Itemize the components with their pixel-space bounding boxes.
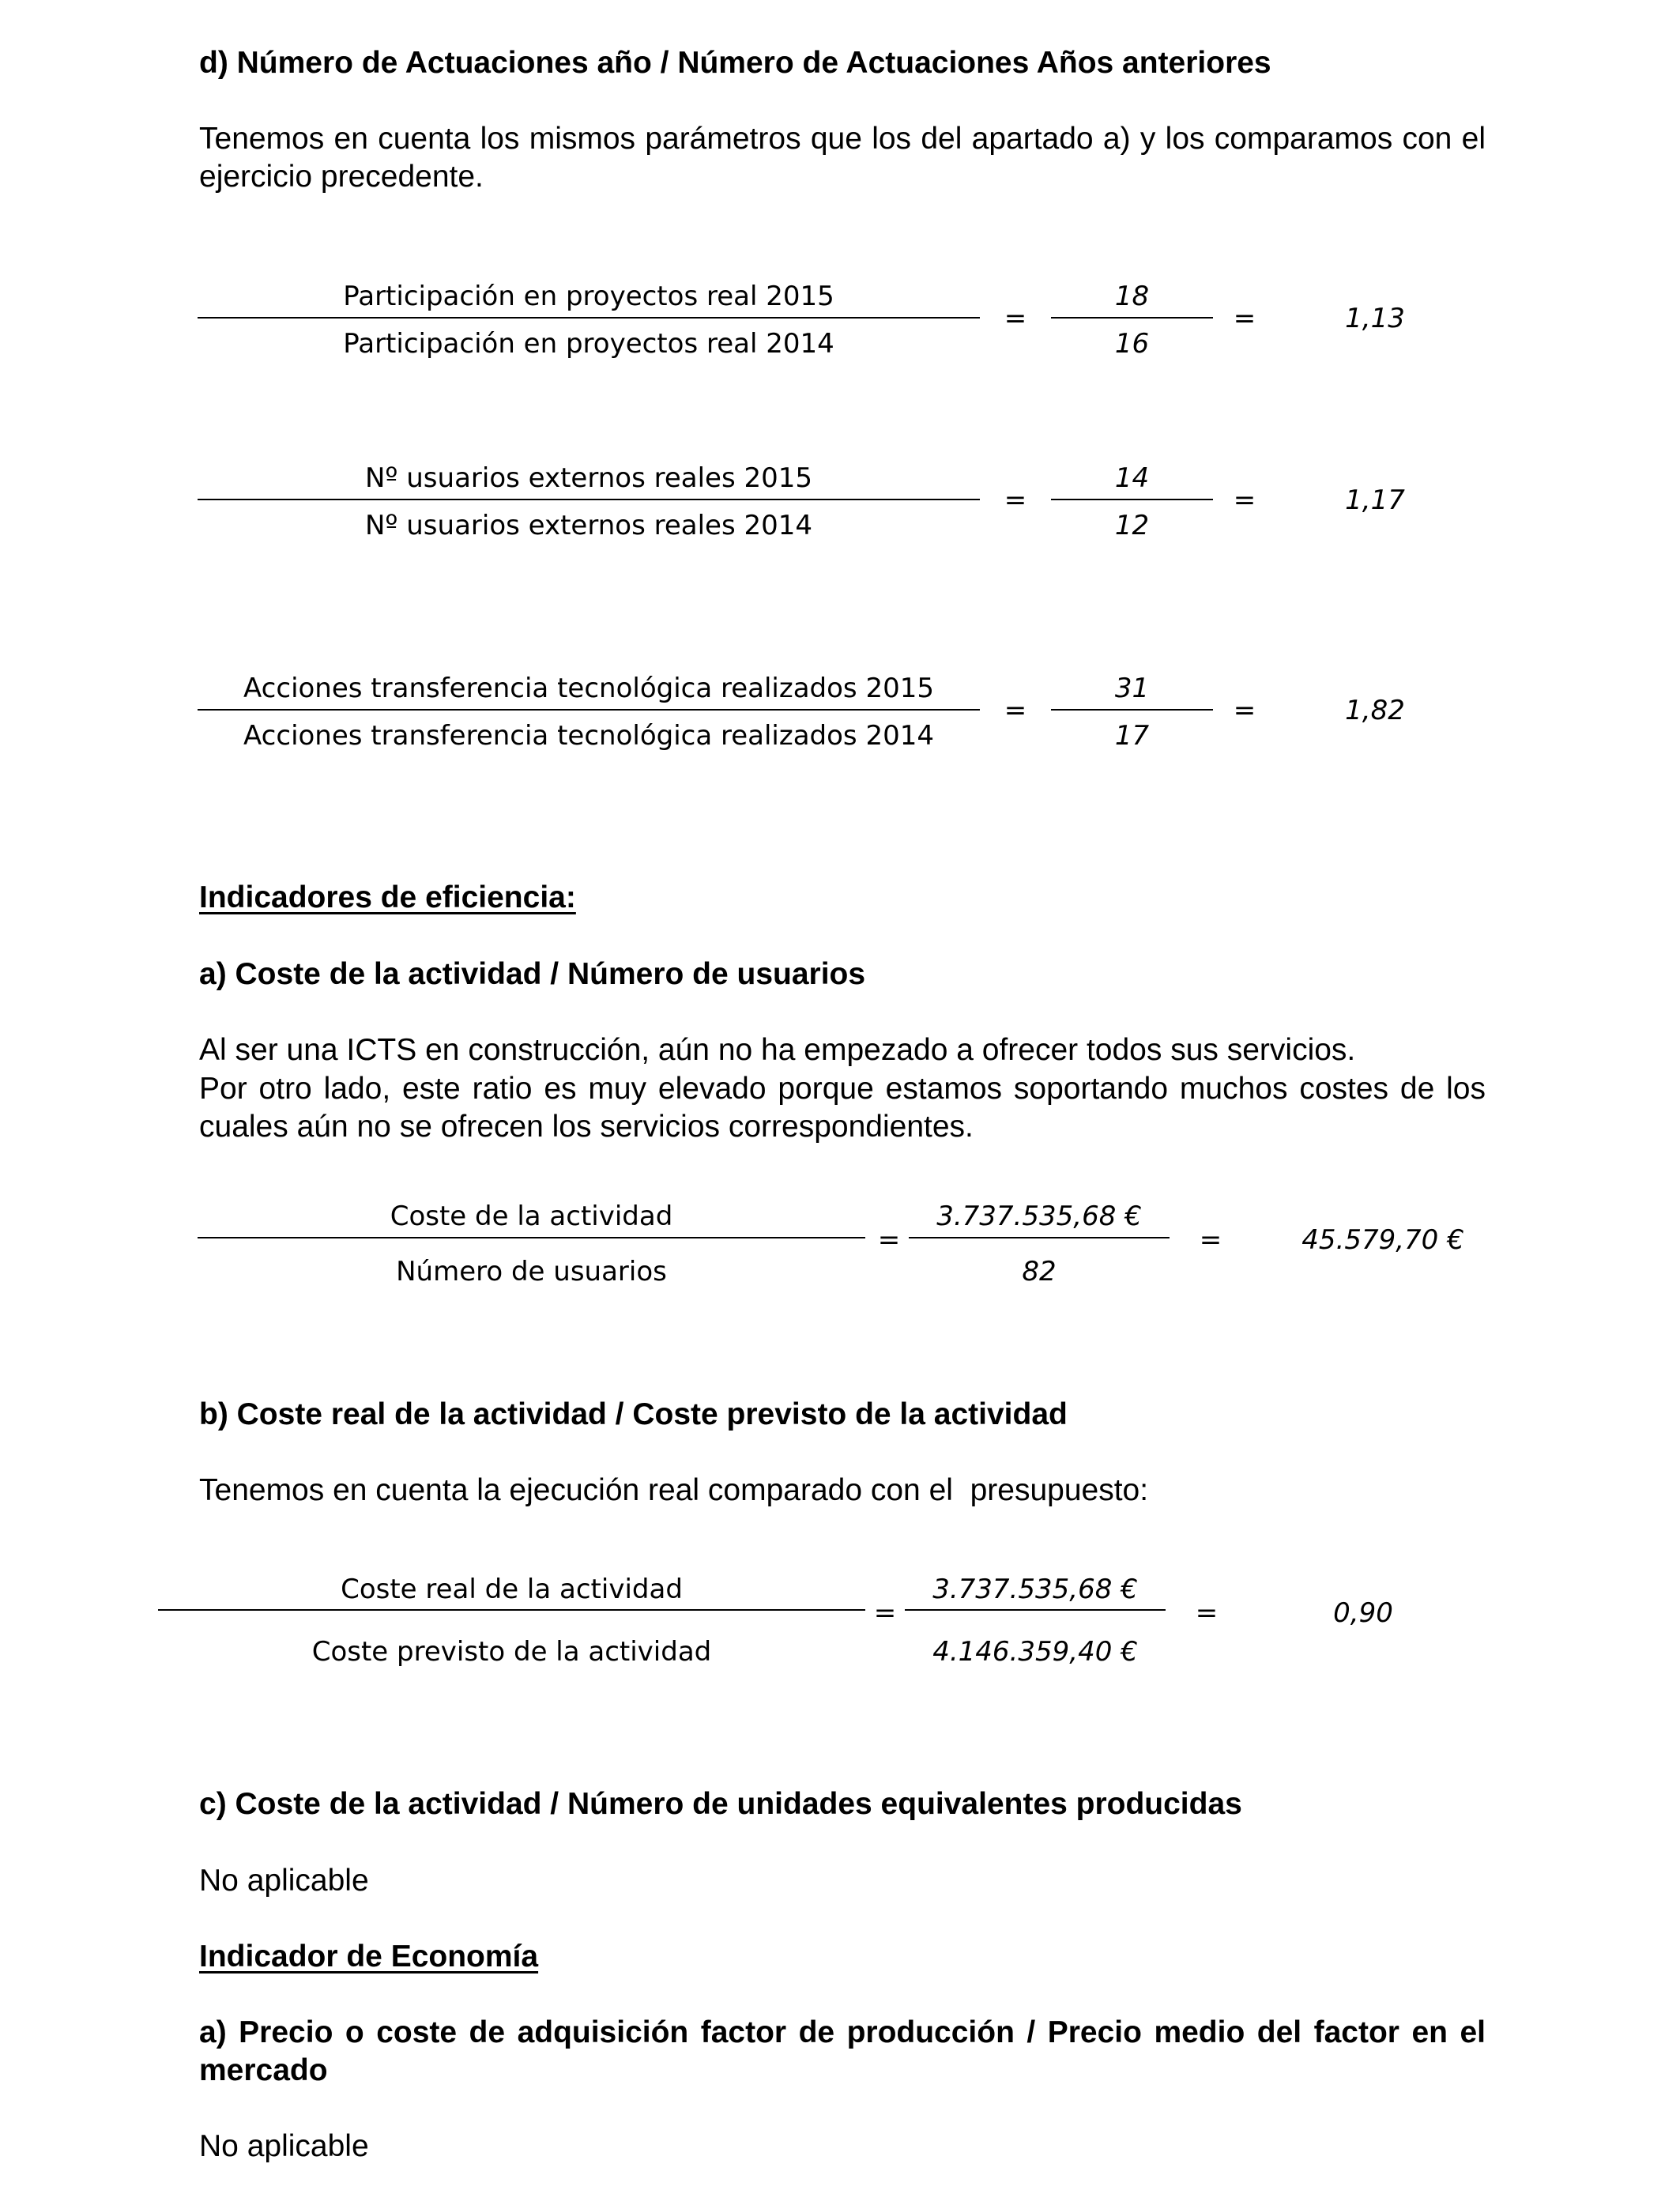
equals-sign: = <box>1233 303 1256 334</box>
fraction-line <box>198 317 980 319</box>
result-value: 1,17 <box>1345 484 1405 516</box>
value-fraction-line <box>909 1237 1170 1238</box>
fraction-line <box>198 499 980 500</box>
formula-denominator: Nº usuarios externos reales 2014 <box>365 510 812 541</box>
fraction-line <box>198 709 980 711</box>
value-fraction-line <box>1051 709 1213 711</box>
value-fraction-line <box>1051 317 1213 319</box>
equals-sign: = <box>1195 1597 1219 1629</box>
efficiency-heading: Indicadores de eficiencia: <box>199 880 576 914</box>
value-fraction-line <box>905 1609 1166 1611</box>
result-value: 0,90 <box>1333 1597 1393 1629</box>
equals-sign: = <box>1004 484 1027 516</box>
fraction-line <box>158 1609 865 1611</box>
formula-numerator: Participación en proyectos real 2015 <box>343 281 834 312</box>
formula-numerator: Coste de la actividad <box>390 1201 673 1232</box>
formula-numerator: Nº usuarios externos reales 2015 <box>365 462 812 494</box>
economy-heading: Indicador de Economía <box>199 1940 539 1973</box>
formula-denominator: Acciones transferencia tecnológica realizados 2014 <box>243 720 934 752</box>
numerator-value: 14 <box>1114 462 1150 494</box>
result-value: 1,13 <box>1345 303 1405 334</box>
formula-denominator: Número de usuarios <box>396 1256 667 1287</box>
efficiency-b-heading: b) Coste real de la actividad / Coste previsto de la actividad <box>199 1397 1068 1431</box>
numerator-value: 3.737.535,68 € <box>936 1201 1142 1232</box>
efficiency-c-heading: c) Coste de la actividad / Número de unidades equivalentes producidas <box>199 1787 1242 1821</box>
economy-a-text: No aplicable <box>199 2129 369 2163</box>
equals-sign: = <box>1004 303 1027 334</box>
result-value: 45.579,70 € <box>1301 1224 1464 1256</box>
equals-sign: = <box>873 1597 897 1629</box>
value-fraction-line <box>1051 499 1213 500</box>
efficiency-c-text: No aplicable <box>199 1864 369 1898</box>
denominator-value: 4.146.359,40 € <box>932 1636 1138 1668</box>
formula-denominator: Participación en proyectos real 2014 <box>343 328 834 360</box>
section-d-heading: d) Número de Actuaciones año / Número de Actuaciones Años anteriores <box>199 46 1271 80</box>
equals-sign: = <box>1199 1224 1222 1256</box>
denominator-value: 12 <box>1114 510 1150 541</box>
denominator-value: 16 <box>1114 328 1150 360</box>
formula-numerator: Coste real de la actividad <box>341 1574 683 1605</box>
denominator-value: 17 <box>1114 720 1150 752</box>
equals-sign: = <box>1233 484 1256 516</box>
section-d-intro: Tenemos en cuenta los mismos parámetros que los del apartado a) y los comparamos con el ejercicio precedente. <box>199 122 1486 194</box>
numerator-value: 3.737.535,68 € <box>932 1574 1138 1605</box>
efficiency-b-intro: Tenemos en cuenta la ejecución real comparado con el presupuesto: <box>199 1473 1149 1507</box>
efficiency-a-line1: Al ser una ICTS en construcción, aún no ha empezado a ofrecer todos sus servicios. <box>199 1033 1356 1067</box>
equals-sign: = <box>1233 695 1256 726</box>
efficiency-a-heading: a) Coste de la actividad / Número de usuarios <box>199 957 866 991</box>
fraction-line <box>198 1237 865 1238</box>
equals-sign: = <box>877 1224 901 1256</box>
result-value: 1,82 <box>1345 695 1405 726</box>
equals-sign: = <box>1004 695 1027 726</box>
numerator-value: 18 <box>1114 281 1150 312</box>
denominator-value: 82 <box>1022 1256 1057 1287</box>
economy-a-heading: a) Precio o coste de adquisición factor de producción / Precio medio del factor en el mercado <box>199 2015 1486 2087</box>
formula-numerator: Acciones transferencia tecnológica realizados 2015 <box>243 673 934 704</box>
formula-denominator: Coste previsto de la actividad <box>311 1636 712 1668</box>
numerator-value: 31 <box>1114 673 1150 704</box>
efficiency-a-paragraph: Por otro lado, este ratio es muy elevado porque estamos soportando muchos costes de los cuales aún no se ofrecen los servicios correspondientes. <box>199 1072 1486 1144</box>
